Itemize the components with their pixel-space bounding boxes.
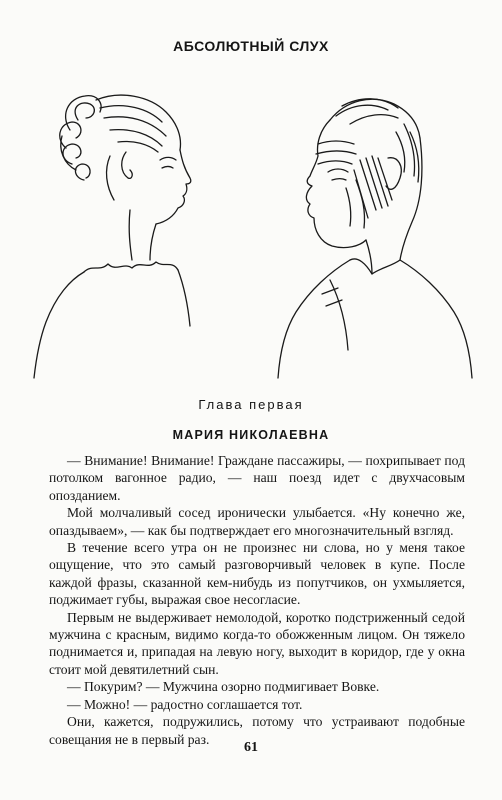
paragraph: — Внимание! Внимание! Граждане пассажиры, — похрипывает под потолком вагонное радио, — наш поезд идет с двухчасовым опозданием. [49, 453, 465, 503]
chapter-label: Глава первая [198, 397, 304, 412]
chapter-title: МАРИЯ НИКОЛАЕВНА [172, 428, 330, 442]
paragraph: В течение всего утра он не произнес ни слова, но у меня такое ощущение, что это самый разговорчивый человек в купе. После каждой фразы, сказанной кем-нибудь из попутчиков, он ухмыляется, поджимает губы, выражая свое несогласие. [49, 540, 465, 608]
man-figure [278, 99, 472, 378]
body-text [49, 452, 465, 748]
illustration-profiles [0, 60, 502, 400]
paragraph: — Покурим? — Мужчина озорно подмигивает Вовке. [67, 679, 380, 695]
paragraph: Они, кажется, подружились, потому что устраивают подобные совещания не в первый раз. [49, 714, 465, 747]
running-title: АБСОЛЮТНЫЙ СЛУХ [173, 38, 329, 54]
page-number: 61 [244, 740, 258, 755]
paragraph: Мой молчаливый сосед иронически улыбается. «Ну конечно же, опаздываем», — как бы подтверждает его многозначительный взгляд. [49, 505, 465, 538]
paragraph: Первым не выдерживает немолодой, коротко подстриженный седой мужчина с красным, видимо когда-то обожженным лицом. Он тяжело поднимается и, припадая на левую ногу, выходит в коридор, где у окна стоит мой девятилетний сын. [49, 609, 465, 677]
paragraph: — Можно! — радостно соглашается тот. [67, 696, 303, 712]
woman-figure [34, 95, 191, 378]
